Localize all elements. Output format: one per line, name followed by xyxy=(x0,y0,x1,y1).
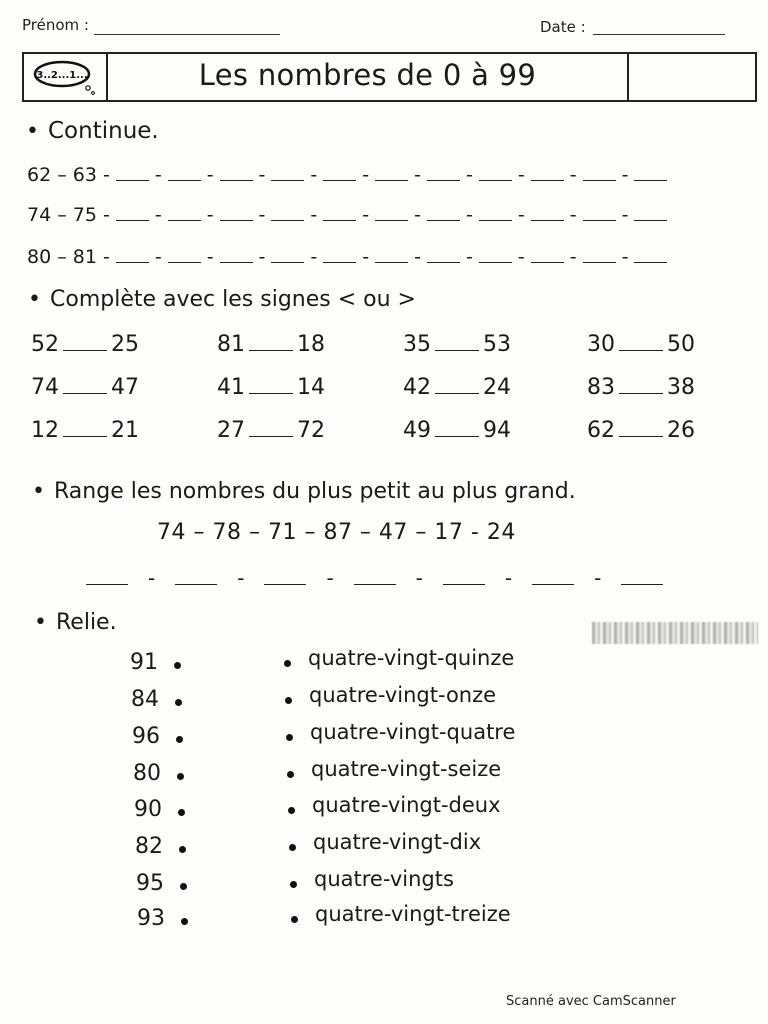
continue-blank[interactable] xyxy=(479,206,512,221)
compare-item xyxy=(587,375,695,400)
continue-separator: - xyxy=(258,246,266,268)
continue-separator: - xyxy=(569,246,577,268)
compare-left-number: 35 xyxy=(403,332,431,357)
continue-blank[interactable] xyxy=(583,206,616,221)
continue-blank[interactable] xyxy=(271,248,304,263)
continue-blank[interactable] xyxy=(427,166,460,181)
logo-text: 3..2...1... xyxy=(36,70,88,81)
page-title: Les nombres de 0 à 99 xyxy=(198,58,537,92)
compare-right-number: 38 xyxy=(667,375,695,400)
match-word: quatre-vingt-seize xyxy=(311,757,502,781)
bullet-icon: • xyxy=(28,287,41,312)
match-number-dot[interactable] xyxy=(179,846,186,853)
continue-separator: - xyxy=(465,164,473,186)
order-answer-blank[interactable] xyxy=(86,570,128,585)
date-field[interactable] xyxy=(593,34,725,35)
match-number-dot[interactable] xyxy=(175,699,182,706)
match-word-dot[interactable] xyxy=(290,881,297,888)
order-answer-blank[interactable] xyxy=(264,570,306,585)
scan-smudge xyxy=(592,622,758,644)
continue-blank[interactable] xyxy=(168,166,201,181)
match-number-dot[interactable] xyxy=(174,662,181,669)
match-word: quatre-vingt-deux xyxy=(312,793,501,817)
order-answer-separator: - xyxy=(504,566,513,590)
compare-item xyxy=(31,418,139,443)
match-number-dot[interactable] xyxy=(178,809,185,816)
compare-right-number: 14 xyxy=(297,375,325,400)
compare-item xyxy=(217,332,325,357)
compare-sign-blank[interactable] xyxy=(63,336,107,351)
continue-blank[interactable] xyxy=(323,166,356,181)
compare-left-number: 83 xyxy=(587,375,615,400)
compare-right-number: 53 xyxy=(483,332,511,357)
match-word-dot[interactable] xyxy=(286,734,293,741)
continue-separator: - xyxy=(517,204,525,226)
scanner-watermark: Scanné avec CamScanner xyxy=(506,994,676,1009)
order-answer-separator: - xyxy=(326,566,334,590)
continue-separator: - xyxy=(154,164,162,186)
continue-blank[interactable] xyxy=(531,248,564,263)
continue-separator: - xyxy=(621,204,629,226)
continue-blank[interactable] xyxy=(375,248,408,263)
title-box xyxy=(22,52,757,102)
continue-start: 74 – 75 - xyxy=(27,204,110,226)
match-word: quatre-vingt-quatre xyxy=(310,720,516,744)
compare-item xyxy=(31,332,139,357)
compare-right-number: 94 xyxy=(483,418,511,443)
continue-blank[interactable] xyxy=(116,206,149,221)
match-number: 84 xyxy=(131,687,159,712)
match-number-dot[interactable] xyxy=(181,918,188,925)
compare-left-number: 62 xyxy=(587,418,615,443)
compare-item xyxy=(31,375,139,400)
compare-sign-blank[interactable] xyxy=(435,336,479,351)
compare-sign-blank[interactable] xyxy=(619,379,663,394)
match-word-dot[interactable] xyxy=(285,697,292,704)
continue-blank[interactable] xyxy=(583,166,616,181)
continue-row xyxy=(27,246,669,268)
match-number: 82 xyxy=(135,834,163,859)
compare-right-number: 24 xyxy=(483,375,511,400)
order-answer-row xyxy=(86,566,663,590)
order-answer-separator: - xyxy=(594,566,602,590)
continue-separator: - xyxy=(206,204,214,226)
compare-right-number: 72 xyxy=(297,418,325,443)
match-word-dot[interactable] xyxy=(291,916,298,923)
continue-separator: - xyxy=(258,204,266,226)
continue-row xyxy=(27,204,669,226)
continue-blank[interactable] xyxy=(168,248,201,263)
compare-right-number: 25 xyxy=(111,332,139,357)
score-cell xyxy=(627,54,755,100)
continue-blank[interactable] xyxy=(479,248,512,263)
compare-sign-blank[interactable] xyxy=(63,379,107,394)
continue-separator: - xyxy=(517,164,525,186)
date-label: Date : xyxy=(540,18,586,36)
continue-separator: - xyxy=(258,164,266,186)
continue-blank[interactable] xyxy=(375,166,408,181)
continue-blank[interactable] xyxy=(531,166,564,181)
continue-separator: - xyxy=(310,164,318,186)
continue-blank[interactable] xyxy=(168,206,201,221)
continue-separator: - xyxy=(621,164,629,186)
order-answer-blank[interactable] xyxy=(443,570,485,585)
order-answer-blank[interactable] xyxy=(532,570,574,585)
continue-separator: - xyxy=(569,204,577,226)
continue-blank[interactable] xyxy=(220,248,253,263)
compare-sign-blank[interactable] xyxy=(249,422,293,437)
compare-left-number: 30 xyxy=(587,332,615,357)
match-number: 91 xyxy=(130,650,158,675)
countdown-bubble-icon xyxy=(24,54,106,100)
continue-blank[interactable] xyxy=(323,206,356,221)
match-heading xyxy=(34,610,117,635)
compare-item xyxy=(587,418,695,443)
compare-right-number: 47 xyxy=(111,375,139,400)
match-word: quatre-vingt-treize xyxy=(315,902,511,926)
continue-blank[interactable] xyxy=(220,166,253,181)
continue-separator: - xyxy=(154,246,162,268)
compare-sign-blank[interactable] xyxy=(63,422,107,437)
continue-separator: - xyxy=(569,164,577,186)
continue-separator: - xyxy=(362,164,370,186)
continue-blank[interactable] xyxy=(271,166,304,181)
order-answer-separator: - xyxy=(415,566,423,590)
match-word: quatre-vingt-dix xyxy=(313,830,482,854)
continue-start: 80 – 81 - xyxy=(27,246,110,268)
compare-left-number: 81 xyxy=(217,332,245,357)
compare-sign-blank[interactable] xyxy=(435,422,479,437)
order-answer-blank[interactable] xyxy=(354,570,396,585)
match-word: quatre-vingts xyxy=(314,867,454,891)
continue-heading xyxy=(26,118,159,144)
order-heading xyxy=(32,479,576,504)
continue-start: 62 – 63 - xyxy=(27,164,110,186)
match-number-dot[interactable] xyxy=(180,883,187,890)
compare-item xyxy=(403,418,511,443)
compare-right-number: 50 xyxy=(667,332,695,357)
order-answer-separator: - xyxy=(237,566,245,590)
match-word-dot[interactable] xyxy=(284,660,291,667)
continue-separator: - xyxy=(414,246,421,268)
match-number: 95 xyxy=(136,871,164,896)
continue-blank[interactable] xyxy=(427,206,460,221)
continue-blank[interactable] xyxy=(375,206,408,221)
compare-left-number: 12 xyxy=(31,418,59,443)
continue-blank[interactable] xyxy=(479,166,512,181)
compare-sign-blank[interactable] xyxy=(249,336,293,351)
continue-title: Continue. xyxy=(48,118,159,144)
continue-separator: - xyxy=(414,164,421,186)
match-word: quatre-vingt-quinze xyxy=(308,646,515,670)
continue-blank[interactable] xyxy=(427,248,460,263)
compare-left-number: 27 xyxy=(217,418,245,443)
match-word-dot[interactable] xyxy=(289,844,296,851)
order-sequence: 74 – 78 – 71 – 87 – 47 – 17 - 24 xyxy=(157,520,516,545)
compare-left-number: 49 xyxy=(403,418,431,443)
continue-separator: - xyxy=(465,204,473,226)
continue-blank[interactable] xyxy=(634,206,667,221)
compare-left-number: 41 xyxy=(217,375,245,400)
continue-blank[interactable] xyxy=(220,206,253,221)
compare-left-number: 42 xyxy=(403,375,431,400)
continue-separator: - xyxy=(414,204,421,226)
first-name-field[interactable] xyxy=(94,34,280,35)
compare-item xyxy=(587,332,695,357)
match-number-dot[interactable] xyxy=(176,736,183,743)
match-word-dot[interactable] xyxy=(288,807,295,814)
order-answer-separator: - xyxy=(148,566,156,590)
continue-blank[interactable] xyxy=(583,248,616,263)
match-title: Relie. xyxy=(56,610,117,635)
order-answer-blank[interactable] xyxy=(621,570,663,585)
compare-sign-blank[interactable] xyxy=(619,336,663,351)
match-number: 93 xyxy=(137,906,165,931)
compare-sign-blank[interactable] xyxy=(249,379,293,394)
logo-cell xyxy=(24,54,108,100)
bullet-icon: • xyxy=(32,479,45,504)
continue-separator: - xyxy=(154,204,162,226)
continue-separator: - xyxy=(206,246,214,268)
compare-right-number: 18 xyxy=(297,332,325,357)
match-number: 90 xyxy=(134,797,162,822)
compare-item xyxy=(217,418,325,443)
continue-separator: - xyxy=(310,204,318,226)
match-word: quatre-vingt-onze xyxy=(309,683,497,707)
compare-left-number: 52 xyxy=(31,332,59,357)
continue-separator: - xyxy=(362,204,370,226)
match-number: 80 xyxy=(133,761,161,786)
order-answer-blank[interactable] xyxy=(175,570,217,585)
continue-row xyxy=(27,164,669,186)
continue-blank[interactable] xyxy=(271,206,304,221)
continue-blank[interactable] xyxy=(116,248,149,263)
continue-separator: - xyxy=(517,246,525,268)
match-number-dot[interactable] xyxy=(177,773,184,780)
continue-separator: - xyxy=(310,246,318,268)
continue-separator: - xyxy=(465,246,473,268)
continue-blank[interactable] xyxy=(634,248,667,263)
compare-right-number: 21 xyxy=(111,418,139,443)
compare-item xyxy=(403,332,511,357)
compare-sign-blank[interactable] xyxy=(435,379,479,394)
continue-separator: - xyxy=(206,164,214,186)
compare-sign-blank[interactable] xyxy=(619,422,663,437)
order-title: Range les nombres du plus petit au plus grand. xyxy=(54,479,576,504)
compare-item xyxy=(403,375,511,400)
compare-right-number: 26 xyxy=(667,418,695,443)
bullet-icon: • xyxy=(26,119,39,144)
compare-item xyxy=(217,375,325,400)
bullet-icon: • xyxy=(34,610,47,635)
match-word-dot[interactable] xyxy=(287,771,294,778)
continue-blank[interactable] xyxy=(116,166,149,181)
continue-blank[interactable] xyxy=(531,206,564,221)
continue-separator: - xyxy=(362,246,370,268)
continue-blank[interactable] xyxy=(323,248,356,263)
compare-title: Complète avec les signes < ou > xyxy=(50,287,416,312)
compare-heading xyxy=(28,287,416,312)
continue-separator: - xyxy=(621,246,629,268)
match-number: 96 xyxy=(132,724,160,749)
first-name-label: Prénom : xyxy=(22,16,89,34)
compare-left-number: 74 xyxy=(31,375,59,400)
continue-blank[interactable] xyxy=(634,166,667,181)
